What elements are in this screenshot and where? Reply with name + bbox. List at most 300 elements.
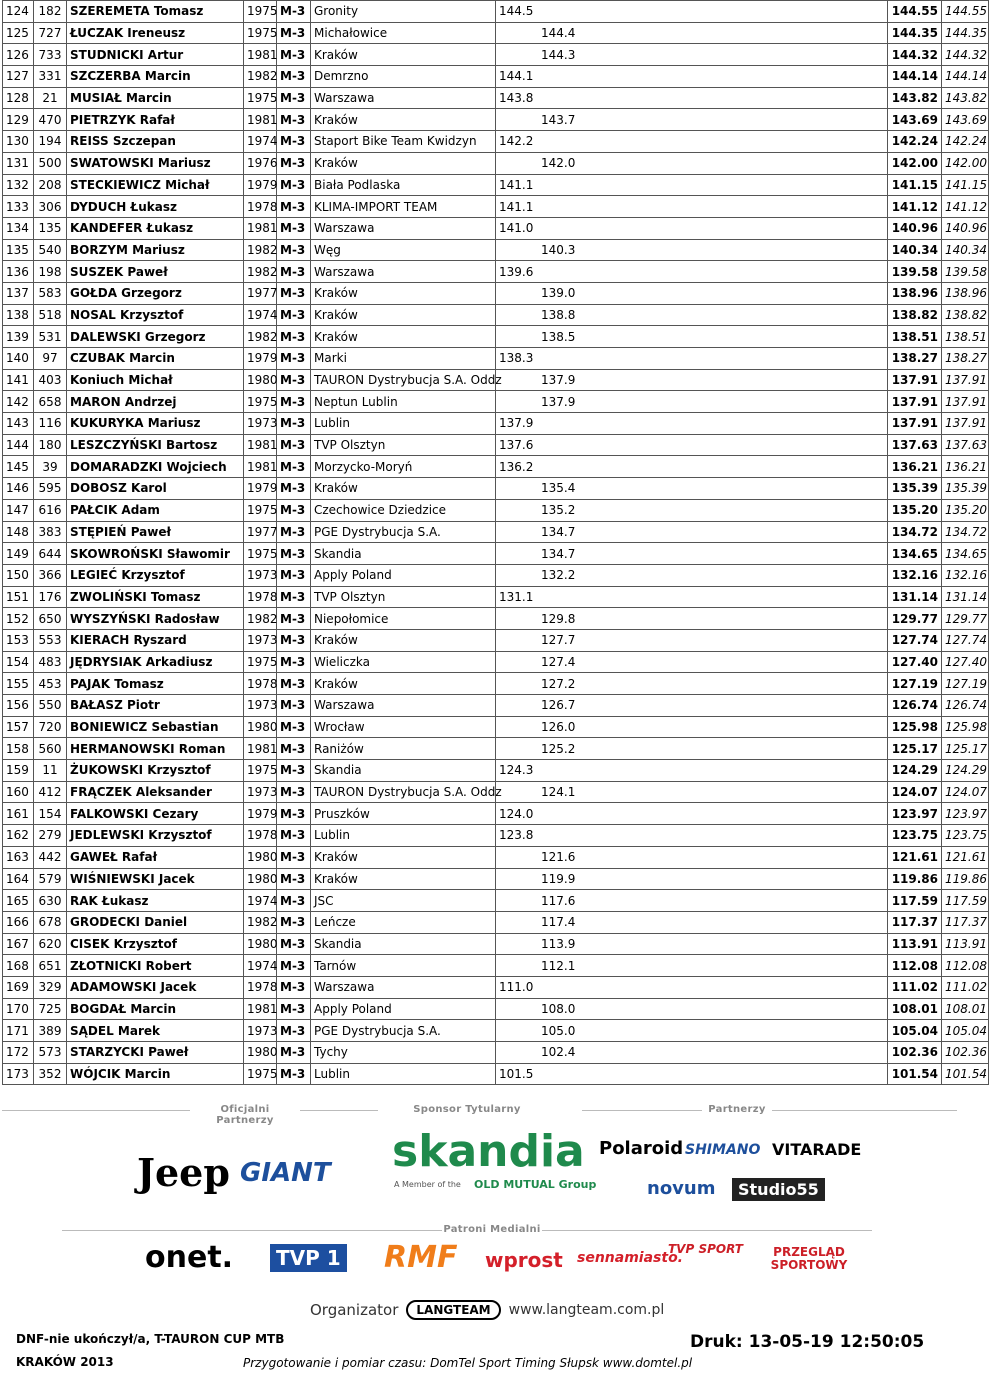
divider bbox=[542, 1230, 872, 1231]
time-col3-cell bbox=[579, 976, 888, 998]
bib-number-cell: 678 bbox=[34, 911, 67, 933]
time-col2-cell: 135.2 bbox=[538, 499, 579, 521]
table-row bbox=[3, 825, 989, 847]
table-row bbox=[3, 911, 989, 933]
category-cell: M-3 bbox=[277, 87, 311, 109]
time-col2-cell: 129.8 bbox=[538, 608, 579, 630]
bib-number-cell: 733 bbox=[34, 44, 67, 66]
dnf-legend: DNF-nie ukończył/a, T-TAURON CUP MTB bbox=[16, 1332, 285, 1346]
time-col1-cell bbox=[496, 564, 539, 586]
points-total-cell: 117.59 bbox=[942, 890, 989, 912]
points-cell: 140.96 bbox=[888, 217, 942, 239]
club-cell: Kraków bbox=[311, 326, 496, 348]
table-row bbox=[3, 673, 989, 695]
category-cell: M-3 bbox=[277, 391, 311, 413]
points-total-cell: 141.15 bbox=[942, 174, 989, 196]
rider-name-cell: KUKURYKA Mariusz bbox=[67, 413, 244, 435]
bib-number-cell: 412 bbox=[34, 781, 67, 803]
time-col2-cell bbox=[538, 131, 579, 153]
official-partners-title: Oficjalni Partnerzy bbox=[216, 1104, 274, 1126]
time-col2-cell: 117.6 bbox=[538, 890, 579, 912]
table-row bbox=[3, 152, 989, 174]
time-col3-cell bbox=[579, 998, 888, 1020]
table-row bbox=[3, 1020, 989, 1042]
bib-number-cell: 553 bbox=[34, 629, 67, 651]
time-col3-cell bbox=[579, 868, 888, 890]
bib-number-cell: 11 bbox=[34, 760, 67, 782]
position-cell: 135 bbox=[3, 239, 34, 261]
time-col2-cell bbox=[538, 348, 579, 370]
time-col2-cell: 105.0 bbox=[538, 1020, 579, 1042]
time-col3-cell bbox=[579, 521, 888, 543]
time-col1-cell bbox=[496, 282, 539, 304]
club-cell: Węg bbox=[311, 239, 496, 261]
time-col3-cell bbox=[579, 87, 888, 109]
time-col1-cell bbox=[496, 22, 539, 44]
rider-name-cell: BAŁASZ Piotr bbox=[67, 695, 244, 717]
category-cell: M-3 bbox=[277, 282, 311, 304]
time-col3-cell bbox=[579, 1042, 888, 1064]
points-cell: 137.91 bbox=[888, 369, 942, 391]
category-cell: M-3 bbox=[277, 846, 311, 868]
category-cell: M-3 bbox=[277, 499, 311, 521]
bib-number-cell: 383 bbox=[34, 521, 67, 543]
rider-name-cell: DYDUCH Łukasz bbox=[67, 196, 244, 218]
rider-name-cell: JEDLEWSKI Krzysztof bbox=[67, 825, 244, 847]
rider-name-cell: LESZCZYŃSKI Bartosz bbox=[67, 434, 244, 456]
category-cell: M-3 bbox=[277, 998, 311, 1020]
time-col1-cell bbox=[496, 391, 539, 413]
time-col3-cell bbox=[579, 152, 888, 174]
time-col3-cell bbox=[579, 933, 888, 955]
time-col2-cell: 117.4 bbox=[538, 911, 579, 933]
time-col1-cell bbox=[496, 239, 539, 261]
organizer-bar bbox=[310, 1296, 670, 1324]
time-col3-cell bbox=[579, 825, 888, 847]
time-col3-cell bbox=[579, 608, 888, 630]
table-row bbox=[3, 217, 989, 239]
category-cell: M-3 bbox=[277, 434, 311, 456]
time-col2-cell bbox=[538, 217, 579, 239]
birth-year-cell: 1973 bbox=[244, 629, 277, 651]
category-cell: M-3 bbox=[277, 543, 311, 565]
points-total-cell: 111.02 bbox=[942, 976, 989, 998]
birth-year-cell: 1982 bbox=[244, 911, 277, 933]
time-col2-cell: 137.9 bbox=[538, 391, 579, 413]
time-col3-cell bbox=[579, 890, 888, 912]
partners-title: Partnerzy bbox=[708, 1104, 766, 1115]
birth-year-cell: 1982 bbox=[244, 608, 277, 630]
points-cell: 138.82 bbox=[888, 304, 942, 326]
birth-year-cell: 1974 bbox=[244, 131, 277, 153]
points-cell: 132.16 bbox=[888, 564, 942, 586]
time-col2-cell bbox=[538, 1, 579, 23]
time-col1-cell: 141.1 bbox=[496, 196, 539, 218]
rider-name-cell: REISS Szczepan bbox=[67, 131, 244, 153]
time-col1-cell bbox=[496, 933, 539, 955]
birth-year-cell: 1975 bbox=[244, 391, 277, 413]
rider-name-cell: CZUBAK Marcin bbox=[67, 348, 244, 370]
time-col2-cell bbox=[538, 174, 579, 196]
rider-name-cell: WIŚNIEWSKI Jacek bbox=[67, 868, 244, 890]
birth-year-cell: 1980 bbox=[244, 369, 277, 391]
tvp1-logo: TVP 1 bbox=[270, 1244, 347, 1272]
table-row bbox=[3, 196, 989, 218]
rider-name-cell: GRODECKI Daniel bbox=[67, 911, 244, 933]
rider-name-cell: CISEK Krzysztof bbox=[67, 933, 244, 955]
category-cell: M-3 bbox=[277, 911, 311, 933]
bib-number-cell: 389 bbox=[34, 1020, 67, 1042]
time-col2-cell bbox=[538, 976, 579, 998]
category-cell: M-3 bbox=[277, 1, 311, 23]
rider-name-cell: PIETRZYK Rafał bbox=[67, 109, 244, 131]
table-row bbox=[3, 651, 989, 673]
points-total-cell: 102.36 bbox=[942, 1042, 989, 1064]
langteam-logo: LANGTEAM bbox=[406, 1300, 500, 1320]
points-total-cell: 112.08 bbox=[942, 955, 989, 977]
time-col3-cell bbox=[579, 109, 888, 131]
time-col1-cell: 141.1 bbox=[496, 174, 539, 196]
organizer-url: www.langteam.com.pl bbox=[508, 1302, 665, 1318]
time-col2-cell bbox=[538, 261, 579, 283]
divider bbox=[62, 1230, 442, 1231]
birth-year-cell: 1980 bbox=[244, 1042, 277, 1064]
time-col1-cell bbox=[496, 326, 539, 348]
position-cell: 126 bbox=[3, 44, 34, 66]
rider-name-cell: GOŁDA Grzegorz bbox=[67, 282, 244, 304]
time-col1-cell: 144.1 bbox=[496, 66, 539, 88]
points-cell: 117.37 bbox=[888, 911, 942, 933]
time-col1-cell bbox=[496, 651, 539, 673]
points-cell: 140.34 bbox=[888, 239, 942, 261]
position-cell: 161 bbox=[3, 803, 34, 825]
table-row bbox=[3, 586, 989, 608]
time-col3-cell bbox=[579, 391, 888, 413]
club-cell: Niepołomice bbox=[311, 608, 496, 630]
category-cell: M-3 bbox=[277, 976, 311, 998]
table-row bbox=[3, 521, 989, 543]
club-cell: Warszawa bbox=[311, 217, 496, 239]
giant-logo: GIANT bbox=[240, 1158, 331, 1188]
category-cell: M-3 bbox=[277, 629, 311, 651]
rider-name-cell: WÓJCIK Marcin bbox=[67, 1063, 244, 1085]
rider-name-cell: STARZYCKI Paweł bbox=[67, 1042, 244, 1064]
bib-number-cell: 198 bbox=[34, 261, 67, 283]
points-cell: 101.54 bbox=[888, 1063, 942, 1085]
points-cell: 111.02 bbox=[888, 976, 942, 998]
rider-name-cell: SZEREMETA Tomasz bbox=[67, 1, 244, 23]
points-total-cell: 105.04 bbox=[942, 1020, 989, 1042]
position-cell: 137 bbox=[3, 282, 34, 304]
table-row bbox=[3, 695, 989, 717]
bib-number-cell: 579 bbox=[34, 868, 67, 890]
points-cell: 129.77 bbox=[888, 608, 942, 630]
birth-year-cell: 1979 bbox=[244, 803, 277, 825]
position-cell: 146 bbox=[3, 478, 34, 500]
club-cell: Tarnów bbox=[311, 955, 496, 977]
points-cell: 102.36 bbox=[888, 1042, 942, 1064]
bib-number-cell: 279 bbox=[34, 825, 67, 847]
time-col2-cell: 144.4 bbox=[538, 22, 579, 44]
position-cell: 165 bbox=[3, 890, 34, 912]
birth-year-cell: 1981 bbox=[244, 109, 277, 131]
table-row bbox=[3, 44, 989, 66]
club-cell: Warszawa bbox=[311, 976, 496, 998]
bib-number-cell: 176 bbox=[34, 586, 67, 608]
points-cell: 113.91 bbox=[888, 933, 942, 955]
category-cell: M-3 bbox=[277, 109, 311, 131]
position-cell: 134 bbox=[3, 217, 34, 239]
points-total-cell: 127.19 bbox=[942, 673, 989, 695]
table-row bbox=[3, 1042, 989, 1064]
table-row bbox=[3, 868, 989, 890]
position-cell: 171 bbox=[3, 1020, 34, 1042]
points-total-cell: 144.35 bbox=[942, 22, 989, 44]
time-col2-cell: 113.9 bbox=[538, 933, 579, 955]
position-cell: 124 bbox=[3, 1, 34, 23]
bib-number-cell: 616 bbox=[34, 499, 67, 521]
time-col3-cell bbox=[579, 456, 888, 478]
points-total-cell: 144.32 bbox=[942, 44, 989, 66]
points-total-cell: 125.98 bbox=[942, 716, 989, 738]
birth-year-cell: 1977 bbox=[244, 521, 277, 543]
points-cell: 138.51 bbox=[888, 326, 942, 348]
table-row bbox=[3, 543, 989, 565]
position-cell: 160 bbox=[3, 781, 34, 803]
time-col1-cell: 137.9 bbox=[496, 413, 539, 435]
rider-name-cell: DOBOSZ Karol bbox=[67, 478, 244, 500]
bib-number-cell: 550 bbox=[34, 695, 67, 717]
position-cell: 153 bbox=[3, 629, 34, 651]
time-col1-cell bbox=[496, 478, 539, 500]
bib-number-cell: 531 bbox=[34, 326, 67, 348]
category-cell: M-3 bbox=[277, 673, 311, 695]
divider bbox=[582, 1110, 702, 1111]
category-cell: M-3 bbox=[277, 1042, 311, 1064]
table-row bbox=[3, 478, 989, 500]
print-timestamp: Druk: 13-05-19 12:50:05 bbox=[690, 1332, 925, 1352]
time-col3-cell bbox=[579, 66, 888, 88]
position-cell: 139 bbox=[3, 326, 34, 348]
category-cell: M-3 bbox=[277, 326, 311, 348]
rider-name-cell: DALEWSKI Grzegorz bbox=[67, 326, 244, 348]
wprost-logo: wprost bbox=[485, 1248, 563, 1272]
points-total-cell: 132.16 bbox=[942, 564, 989, 586]
birth-year-cell: 1980 bbox=[244, 868, 277, 890]
points-total-cell: 108.01 bbox=[942, 998, 989, 1020]
bib-number-cell: 442 bbox=[34, 846, 67, 868]
category-cell: M-3 bbox=[277, 22, 311, 44]
points-total-cell: 135.20 bbox=[942, 499, 989, 521]
rider-name-cell: ZWOLIŃSKI Tomasz bbox=[67, 586, 244, 608]
category-cell: M-3 bbox=[277, 868, 311, 890]
club-cell: Wieliczka bbox=[311, 651, 496, 673]
rider-name-cell: SWATOWSKI Mariusz bbox=[67, 152, 244, 174]
time-col2-cell: 144.3 bbox=[538, 44, 579, 66]
birth-year-cell: 1981 bbox=[244, 44, 277, 66]
points-total-cell: 142.00 bbox=[942, 152, 989, 174]
time-col3-cell bbox=[579, 673, 888, 695]
category-cell: M-3 bbox=[277, 152, 311, 174]
points-total-cell: 144.55 bbox=[942, 1, 989, 23]
przeglad-sportowy-logo: PRZEGLĄD SPORTOWY bbox=[770, 1245, 848, 1272]
bib-number-cell: 194 bbox=[34, 131, 67, 153]
divider bbox=[2, 1110, 190, 1111]
bib-number-cell: 725 bbox=[34, 998, 67, 1020]
rider-name-cell: ŻUKOWSKI Krzysztof bbox=[67, 760, 244, 782]
position-cell: 143 bbox=[3, 413, 34, 435]
birth-year-cell: 1981 bbox=[244, 434, 277, 456]
points-total-cell: 124.07 bbox=[942, 781, 989, 803]
club-cell: Kraków bbox=[311, 282, 496, 304]
rider-name-cell: STĘPIEŃ Paweł bbox=[67, 521, 244, 543]
table-row bbox=[3, 564, 989, 586]
title-sponsor-title: Sponsor Tytularny bbox=[413, 1104, 521, 1115]
table-row bbox=[3, 955, 989, 977]
category-cell: M-3 bbox=[277, 44, 311, 66]
position-cell: 128 bbox=[3, 87, 34, 109]
category-cell: M-3 bbox=[277, 716, 311, 738]
rider-name-cell: LEGIEĆ Krzysztof bbox=[67, 564, 244, 586]
bib-number-cell: 540 bbox=[34, 239, 67, 261]
category-cell: M-3 bbox=[277, 217, 311, 239]
position-cell: 159 bbox=[3, 760, 34, 782]
birth-year-cell: 1982 bbox=[244, 239, 277, 261]
points-total-cell: 134.65 bbox=[942, 543, 989, 565]
time-col1-cell bbox=[496, 44, 539, 66]
category-cell: M-3 bbox=[277, 478, 311, 500]
time-col1-cell bbox=[496, 1042, 539, 1064]
time-col2-cell: 124.1 bbox=[538, 781, 579, 803]
time-col2-cell bbox=[538, 87, 579, 109]
time-col1-cell: 111.0 bbox=[496, 976, 539, 998]
birth-year-cell: 1978 bbox=[244, 825, 277, 847]
time-col2-cell: 112.1 bbox=[538, 955, 579, 977]
time-col3-cell bbox=[579, 564, 888, 586]
points-total-cell: 137.91 bbox=[942, 369, 989, 391]
novum-logo: novum bbox=[647, 1178, 716, 1199]
table-row bbox=[3, 109, 989, 131]
divider bbox=[772, 1110, 957, 1111]
points-cell: 117.59 bbox=[888, 890, 942, 912]
points-cell: 105.04 bbox=[888, 1020, 942, 1042]
points-total-cell: 137.91 bbox=[942, 391, 989, 413]
points-total-cell: 140.34 bbox=[942, 239, 989, 261]
points-total-cell: 137.91 bbox=[942, 413, 989, 435]
points-total-cell: 138.82 bbox=[942, 304, 989, 326]
points-cell: 134.72 bbox=[888, 521, 942, 543]
category-cell: M-3 bbox=[277, 803, 311, 825]
category-cell: M-3 bbox=[277, 304, 311, 326]
bib-number-cell: 620 bbox=[34, 933, 67, 955]
category-cell: M-3 bbox=[277, 955, 311, 977]
bib-number-cell: 573 bbox=[34, 1042, 67, 1064]
polaroid-logo: Polaroid bbox=[599, 1138, 684, 1159]
timing-credit: Przygotowanie i pomiar czasu: DomTel Sport Timing Słupsk www.domtel.pl bbox=[243, 1356, 693, 1370]
points-total-cell: 134.72 bbox=[942, 521, 989, 543]
category-cell: M-3 bbox=[277, 521, 311, 543]
points-cell: 125.98 bbox=[888, 716, 942, 738]
points-cell: 127.19 bbox=[888, 673, 942, 695]
time-col2-cell: 140.3 bbox=[538, 239, 579, 261]
time-col1-cell: 136.2 bbox=[496, 456, 539, 478]
time-col3-cell bbox=[579, 543, 888, 565]
points-total-cell: 143.82 bbox=[942, 87, 989, 109]
club-cell: Marki bbox=[311, 348, 496, 370]
birth-year-cell: 1980 bbox=[244, 933, 277, 955]
time-col1-cell bbox=[496, 304, 539, 326]
time-col2-cell: 134.7 bbox=[538, 521, 579, 543]
category-cell: M-3 bbox=[277, 564, 311, 586]
points-total-cell: 124.29 bbox=[942, 760, 989, 782]
skandia-sub: A Member of the bbox=[394, 1180, 461, 1189]
rider-name-cell: SKOWROŃSKI Sławomir bbox=[67, 543, 244, 565]
rider-name-cell: KIERACH Ryszard bbox=[67, 629, 244, 651]
position-cell: 162 bbox=[3, 825, 34, 847]
points-cell: 112.08 bbox=[888, 955, 942, 977]
club-cell: Kraków bbox=[311, 846, 496, 868]
table-row bbox=[3, 846, 989, 868]
position-cell: 163 bbox=[3, 846, 34, 868]
club-cell: Kraków bbox=[311, 868, 496, 890]
points-total-cell: 131.14 bbox=[942, 586, 989, 608]
time-col3-cell bbox=[579, 282, 888, 304]
bib-number-cell: 651 bbox=[34, 955, 67, 977]
bib-number-cell: 403 bbox=[34, 369, 67, 391]
rider-name-cell: MUSIAŁ Marcin bbox=[67, 87, 244, 109]
bib-number-cell: 650 bbox=[34, 608, 67, 630]
time-col2-cell bbox=[538, 825, 579, 847]
points-cell: 141.12 bbox=[888, 196, 942, 218]
position-cell: 156 bbox=[3, 695, 34, 717]
table-row bbox=[3, 760, 989, 782]
rider-name-cell: BONIEWICZ Sebastian bbox=[67, 716, 244, 738]
club-cell: Pruszków bbox=[311, 803, 496, 825]
club-cell: TAURON Dystrybucja S.A. Oddz bbox=[311, 369, 496, 391]
time-col3-cell bbox=[579, 239, 888, 261]
club-cell: Leńcze bbox=[311, 911, 496, 933]
time-col3-cell bbox=[579, 586, 888, 608]
club-cell: Warszawa bbox=[311, 261, 496, 283]
time-col2-cell bbox=[538, 803, 579, 825]
time-col2-cell bbox=[538, 456, 579, 478]
points-cell: 123.75 bbox=[888, 825, 942, 847]
time-col3-cell bbox=[579, 716, 888, 738]
results-table bbox=[2, 0, 989, 1085]
time-col1-cell bbox=[496, 695, 539, 717]
club-cell: PGE Dystrybucja S.A. bbox=[311, 521, 496, 543]
rider-name-cell: RAK Łukasz bbox=[67, 890, 244, 912]
category-cell: M-3 bbox=[277, 239, 311, 261]
time-col1-cell bbox=[496, 890, 539, 912]
points-total-cell: 113.91 bbox=[942, 933, 989, 955]
club-cell: Kraków bbox=[311, 478, 496, 500]
points-cell: 121.61 bbox=[888, 846, 942, 868]
category-cell: M-3 bbox=[277, 261, 311, 283]
time-col1-cell bbox=[496, 955, 539, 977]
birth-year-cell: 1975 bbox=[244, 499, 277, 521]
bib-number-cell: 97 bbox=[34, 348, 67, 370]
category-cell: M-3 bbox=[277, 174, 311, 196]
rider-name-cell: SZCZERBA Marcin bbox=[67, 66, 244, 88]
club-cell: Kraków bbox=[311, 109, 496, 131]
club-cell: Warszawa bbox=[311, 695, 496, 717]
table-row bbox=[3, 716, 989, 738]
points-total-cell: 138.51 bbox=[942, 326, 989, 348]
points-total-cell: 136.21 bbox=[942, 456, 989, 478]
time-col3-cell bbox=[579, 499, 888, 521]
club-cell: Staport Bike Team Kwidzyn bbox=[311, 131, 496, 153]
